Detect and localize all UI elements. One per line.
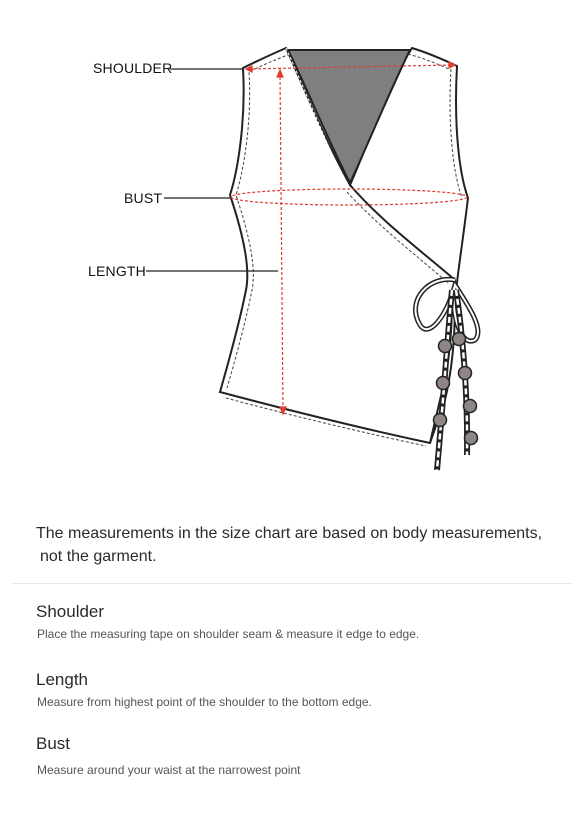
length-section-description: Measure from highest point of the shoulder to the bottom edge. xyxy=(37,695,372,709)
bust-section-description: Measure around your waist at the narrowest point xyxy=(37,763,301,777)
measurement-note xyxy=(36,522,556,568)
shoulder-section-title: Shoulder xyxy=(36,602,105,621)
shoulder-section-description: Place the measuring tape on shoulder seam & measure it edge to edge. xyxy=(37,627,420,641)
bust-label: BUST xyxy=(124,190,163,206)
length-label: LENGTH xyxy=(88,263,146,279)
bust-section-title: Bust xyxy=(36,734,71,753)
divider xyxy=(12,583,572,584)
note-line-1: The measurements in the size chart are based on body measurements, xyxy=(36,525,543,542)
length-section-title: Length xyxy=(36,670,88,689)
shoulder-label: SHOULDER xyxy=(93,60,173,76)
note-line-2: not the garment. xyxy=(40,548,157,565)
